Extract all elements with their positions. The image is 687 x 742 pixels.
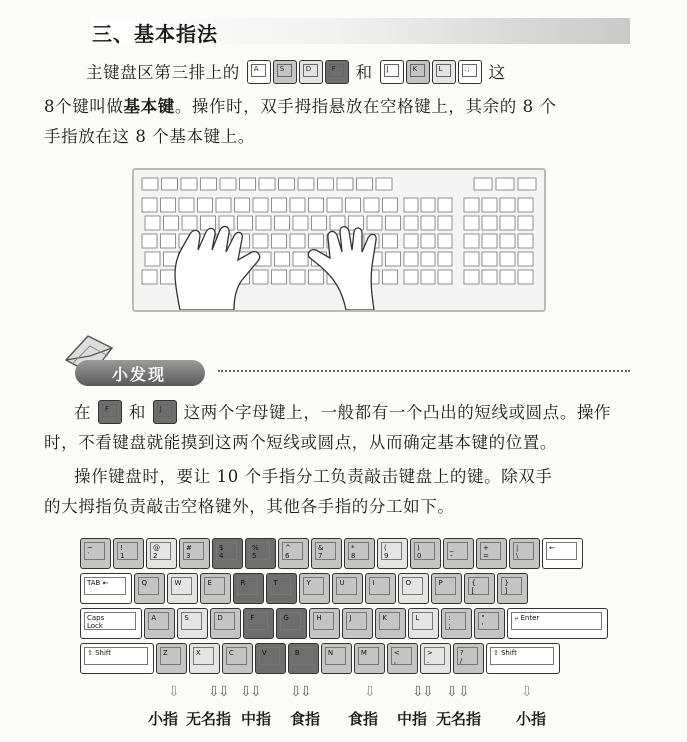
key-label-r2-0: Caps Lock [84, 612, 136, 630]
key-r2-7 [342, 608, 373, 639]
key-label-r3-5: B [292, 647, 313, 665]
down-arrow-icon: ⇩ [218, 684, 230, 700]
finger-label-5: 中指 [397, 710, 428, 728]
illus-numkey-99 [482, 198, 497, 212]
key-label-r0-4: $ 4 [216, 542, 237, 560]
illus-navkey-94 [438, 252, 452, 266]
illus-key-40 [386, 216, 401, 230]
tip-pre: 在 [74, 403, 92, 422]
key-label-r0-14: ← [546, 542, 577, 560]
key-r0-3 [179, 538, 210, 569]
key-label-r2-10: : ; [445, 612, 466, 630]
key-r1-0 [80, 573, 132, 604]
illus-key-47 [253, 234, 268, 248]
para1-between: 和 [355, 63, 373, 82]
keyboard-hands-svg [134, 170, 544, 310]
illus-fkey-8 [298, 178, 314, 190]
illus-fkey-12 [376, 178, 392, 190]
illus-key-41 [142, 234, 157, 248]
key-label-r2-3: D [214, 612, 235, 630]
para1-line1 [86, 58, 646, 88]
illus-navkey-91 [438, 234, 452, 248]
down-arrow-icon: ⇩ [300, 684, 312, 700]
right-home-key-label-0: J [384, 64, 399, 77]
key-label-r0-12: + = [480, 542, 501, 560]
illus-key-13 [142, 198, 157, 212]
illus-key-25 [364, 198, 379, 212]
left-home-key-label-3: F [329, 64, 344, 77]
tip-divider [218, 370, 630, 372]
key-label-r3-11: ⇧ Shift [490, 647, 554, 665]
illus-numkey-105 [518, 216, 533, 230]
key-label-r3-4: V [259, 647, 280, 665]
key-r0-14 [542, 538, 583, 569]
key-r1-4 [233, 573, 264, 604]
key-r0-8 [344, 538, 375, 569]
illus-key-18 [235, 198, 250, 212]
key-r1-2 [167, 573, 198, 604]
illus-navkey-86 [404, 216, 418, 230]
key-r2-8 [375, 608, 406, 639]
illus-navkey-95 [404, 270, 418, 284]
key-label-r2-11: " ' [478, 612, 499, 630]
key-r3-11 [486, 643, 560, 674]
illus-fkey-4 [220, 178, 236, 190]
illus-fkey-11 [357, 178, 373, 190]
key-r0-6 [278, 538, 309, 569]
illus-navkey-97 [438, 270, 452, 284]
key-label-r3-7: M [358, 647, 379, 665]
key-r0-9 [377, 538, 408, 569]
left-home-key-label-0: A [251, 64, 266, 77]
key-r2-10 [441, 608, 472, 639]
down-arrow-icon: ⇩ [521, 684, 533, 700]
para1-line2-pre: 8个键叫做 [44, 97, 124, 116]
illus-key-68 [386, 252, 401, 266]
key-label-r3-6: N [325, 647, 346, 665]
illus-fkey-5 [240, 178, 256, 190]
section-heading: 三、基本指法 [92, 22, 218, 46]
key-r2-1 [144, 608, 175, 639]
illus-indicator-120 [518, 178, 536, 190]
key-f-icon [98, 400, 122, 424]
illus-numkey-115 [482, 270, 497, 284]
para1-line3: 手指放在这 8 个基本键上。 [44, 127, 255, 146]
key-label-r1-11: { [ [468, 577, 489, 595]
down-arrow-icon: ⇩ [250, 684, 262, 700]
illus-numkey-106 [464, 234, 479, 248]
right-home-key-1 [406, 60, 430, 84]
key-label-r1-7: U [336, 577, 357, 595]
key-label-r0-8: * 8 [348, 542, 369, 560]
illus-navkey-90 [421, 234, 435, 248]
key-r1-12 [497, 573, 528, 604]
illus-key-35 [293, 216, 308, 230]
key-label-r2-7: J [346, 612, 367, 630]
key-label-r1-8: I [369, 577, 390, 595]
down-arrow-icon: ⇩ [208, 684, 220, 700]
key-label-r0-1: ! 1 [117, 542, 138, 560]
left-home-key-label-1: S [277, 64, 292, 77]
illus-key-36 [312, 216, 327, 230]
illus-key-29 [182, 216, 197, 230]
key-label-r1-6: Y [303, 577, 324, 595]
illus-numkey-113 [518, 252, 533, 266]
key-label-r0-9: ( 9 [381, 542, 402, 560]
key-label-r2-6: H [313, 612, 334, 630]
home-keys-left [246, 63, 350, 82]
illus-key-24 [346, 198, 361, 212]
illus-key-26 [383, 198, 398, 212]
finger-label-6: 无名指 [436, 710, 482, 728]
illus-navkey-84 [421, 198, 435, 212]
key-r0-10 [410, 538, 441, 569]
key-label-r0-3: # 3 [183, 542, 204, 560]
tip-title: 小发现 [112, 365, 167, 384]
key-label-r3-3: C [226, 647, 247, 665]
illus-key-34 [275, 216, 290, 230]
key-r0-7 [311, 538, 342, 569]
right-home-key-label-1: K [410, 64, 425, 77]
illus-key-77 [290, 270, 305, 284]
key-r3-5 [288, 643, 319, 674]
illus-key-50 [309, 234, 324, 248]
finger-label-3: 食指 [290, 710, 321, 728]
key-label-r2-4: F [247, 612, 268, 630]
illus-fkey-3 [201, 178, 217, 190]
illus-key-63 [293, 252, 308, 266]
right-home-key-0 [380, 60, 404, 84]
illus-fkey-7 [279, 178, 295, 190]
illus-numkey-103 [482, 216, 497, 230]
left-home-key-label-2: D [303, 64, 318, 77]
illus-key-55 [145, 252, 160, 266]
key-r2-3 [210, 608, 241, 639]
key-r2-11 [474, 608, 505, 639]
para3-line2: 的大拇指负责敲击空格键外，其他各手指的分工如下。 [44, 497, 455, 516]
key-j-label: J [157, 404, 172, 417]
down-arrow-icon: ⇩ [240, 684, 252, 700]
key-f-label: F [102, 404, 117, 417]
illus-key-33 [256, 216, 271, 230]
key-r0-11 [443, 538, 474, 569]
illus-key-14 [161, 198, 176, 212]
illus-fkey-6 [259, 178, 275, 190]
key-label-r2-9: L [412, 612, 433, 630]
key-r1-5 [266, 573, 297, 604]
illus-numkey-111 [482, 252, 497, 266]
key-r3-2 [189, 643, 220, 674]
finger-label-2: 中指 [241, 710, 272, 728]
key-label-r1-9: O [402, 577, 423, 595]
key-label-r0-13: | \ [513, 542, 534, 560]
key-r1-9 [398, 573, 429, 604]
key-label-r3-9: > . [424, 647, 445, 665]
key-r0-12 [476, 538, 507, 569]
key-label-r0-2: @ 2 [150, 542, 171, 560]
key-label-r1-12: } ] [501, 577, 522, 595]
illus-fkey-2 [181, 178, 197, 190]
illus-key-39 [367, 216, 382, 230]
key-r0-0 [80, 538, 111, 569]
finger-label-7: 小指 [516, 710, 547, 728]
illus-numkey-102 [464, 216, 479, 230]
home-keys-right [379, 63, 483, 82]
key-r1-6 [299, 573, 330, 604]
illus-numkey-117 [518, 270, 533, 284]
illus-key-27 [145, 216, 160, 230]
tip-and: 和 [128, 403, 146, 422]
illus-key-76 [272, 270, 287, 284]
key-r3-1 [156, 643, 187, 674]
key-r0-5 [245, 538, 276, 569]
key-label-r2-8: K [379, 612, 400, 630]
finger-label-1: 无名指 [186, 710, 232, 728]
illus-navkey-96 [421, 270, 435, 284]
key-r1-7 [332, 573, 363, 604]
right-home-key-label-2: L [436, 64, 451, 77]
key-label-r0-7: & 7 [315, 542, 336, 560]
right-home-key-3 [458, 60, 482, 84]
key-r1-1 [134, 573, 165, 604]
key-label-r0-10: ) 0 [414, 542, 435, 560]
key-r3-6 [321, 643, 352, 674]
illus-fkey-1 [162, 178, 178, 190]
key-r1-10 [431, 573, 462, 604]
illus-indicator-118 [474, 178, 492, 190]
illus-key-48 [272, 234, 287, 248]
illus-key-70 [161, 270, 176, 284]
key-r3-8 [387, 643, 418, 674]
illus-navkey-83 [404, 198, 418, 212]
key-r3-10 [453, 643, 484, 674]
key-r1-11 [464, 573, 495, 604]
key-label-r2-2: S [181, 612, 202, 630]
illus-numkey-101 [518, 198, 533, 212]
left-home-key-1 [273, 60, 297, 84]
down-arrow-icon: ⇩ [446, 684, 458, 700]
key-label-r3-1: Z [160, 647, 181, 665]
illus-numkey-110 [464, 252, 479, 266]
key-r3-7 [354, 643, 385, 674]
key-label-r1-10: P [435, 577, 456, 595]
key-label-r3-0: ⇧ Shift [84, 647, 148, 665]
left-home-key-2 [299, 60, 323, 84]
key-label-r2-1: A [148, 612, 169, 630]
illus-navkey-87 [421, 216, 435, 230]
down-arrow-icon: ⇩ [290, 684, 302, 700]
illus-key-20 [272, 198, 287, 212]
illus-navkey-93 [421, 252, 435, 266]
key-r2-0 [80, 608, 142, 639]
tip-line2: 时，不看键盘就能摸到这两个短线或圆点，从而确定基本键的位置。 [44, 433, 557, 452]
key-r0-13 [509, 538, 540, 569]
finger-keyboard-diagram [80, 538, 588, 678]
illus-indicator-119 [496, 178, 514, 190]
key-label-r1-0: TAB ⇤ [84, 577, 126, 595]
tip-post: 这两个字母键上，一般都有一个凸出的短线或圆点。操作 [183, 403, 612, 422]
illus-numkey-112 [500, 252, 515, 266]
right-home-key-label-3: :; [462, 64, 477, 77]
para1-line2-post: 。操作时，双手拇指悬放在空格键上，其余的 8 个 [174, 97, 557, 116]
illus-numkey-109 [518, 234, 533, 248]
illus-key-54 [383, 234, 398, 248]
illus-key-21 [290, 198, 305, 212]
key-label-r1-1: Q [138, 577, 159, 595]
key-label-r0-0: ~ ` [84, 542, 105, 560]
key-r2-12 [507, 608, 607, 639]
key-r2-2 [177, 608, 208, 639]
key-r2-9 [408, 608, 439, 639]
illus-key-28 [164, 216, 179, 230]
key-r3-9 [420, 643, 451, 674]
illus-fkey-0 [142, 178, 158, 190]
key-label-r1-3: E [204, 577, 225, 595]
illus-key-82 [383, 270, 398, 284]
illus-numkey-100 [500, 198, 515, 212]
key-label-r1-2: W [171, 577, 192, 595]
illus-numkey-114 [464, 270, 479, 284]
illus-numkey-107 [482, 234, 497, 248]
key-r3-3 [222, 643, 253, 674]
para1-line2 [44, 92, 644, 122]
illus-key-42 [161, 234, 176, 248]
key-r0-4 [212, 538, 243, 569]
key-j-icon [153, 400, 177, 424]
key-r2-6 [309, 608, 340, 639]
illus-navkey-92 [404, 252, 418, 266]
illus-key-78 [309, 270, 324, 284]
down-arrow-icon: ⇩ [168, 684, 180, 700]
left-home-key-0 [247, 60, 271, 84]
key-label-r1-5: T [270, 577, 291, 595]
illus-key-62 [275, 252, 290, 266]
down-arrow-icon: ⇩ [412, 684, 424, 700]
illus-numkey-98 [464, 198, 479, 212]
key-r1-8 [365, 573, 396, 604]
illus-key-19 [253, 198, 268, 212]
key-label-r0-6: ^ 6 [282, 542, 303, 560]
para3-line1: 操作键盘时，要让 10 个手指分工负责敲击键盘上的键。除双手 [74, 467, 553, 486]
illus-key-15 [179, 198, 194, 212]
key-label-r3-10: ? / [457, 647, 478, 665]
key-label-r0-5: % 5 [249, 542, 270, 560]
tip-line1 [74, 398, 654, 428]
key-r3-0 [80, 643, 154, 674]
key-label-r3-2: X [193, 647, 214, 665]
illus-key-75 [253, 270, 268, 284]
para1-after: 这 [488, 63, 506, 82]
keyboard-hands-illustration [132, 168, 546, 312]
illus-fkey-10 [337, 178, 353, 190]
down-arrow-icon: ⇩ [364, 684, 376, 700]
illus-navkey-88 [438, 216, 452, 230]
key-label-r2-12: ⤶ Enter [511, 612, 601, 630]
key-r1-3 [200, 573, 231, 604]
illus-key-49 [290, 234, 305, 248]
home-keys-term: 基本键 [123, 97, 175, 116]
key-label-r0-11: _ - [447, 542, 468, 560]
illus-key-17 [216, 198, 231, 212]
illus-navkey-89 [404, 234, 418, 248]
key-label-r2-5: G [280, 612, 301, 630]
key-r3-4 [255, 643, 286, 674]
key-label-r1-4: R [237, 577, 258, 595]
illus-key-30 [201, 216, 216, 230]
illus-key-22 [309, 198, 324, 212]
illus-navkey-85 [438, 198, 452, 212]
key-r2-5 [276, 608, 307, 639]
illus-numkey-116 [500, 270, 515, 284]
illus-key-23 [327, 198, 342, 212]
down-arrow-icon: ⇩ [422, 684, 434, 700]
illus-numkey-108 [500, 234, 515, 248]
illus-fkey-9 [318, 178, 334, 190]
key-r0-1 [113, 538, 144, 569]
key-r0-2 [146, 538, 177, 569]
illus-key-32 [238, 216, 253, 230]
down-arrow-icon: ⇩ [458, 684, 470, 700]
illus-numkey-104 [500, 216, 515, 230]
right-home-key-2 [432, 60, 456, 84]
key-label-r3-8: < , [391, 647, 412, 665]
left-home-key-3 [325, 60, 349, 84]
finger-label-0: 小指 [148, 710, 179, 728]
key-r2-4 [243, 608, 274, 639]
illus-key-69 [142, 270, 157, 284]
para1-before: 主键盘区第三排上的 [86, 63, 240, 82]
illus-key-16 [198, 198, 213, 212]
finger-label-4: 食指 [348, 710, 379, 728]
